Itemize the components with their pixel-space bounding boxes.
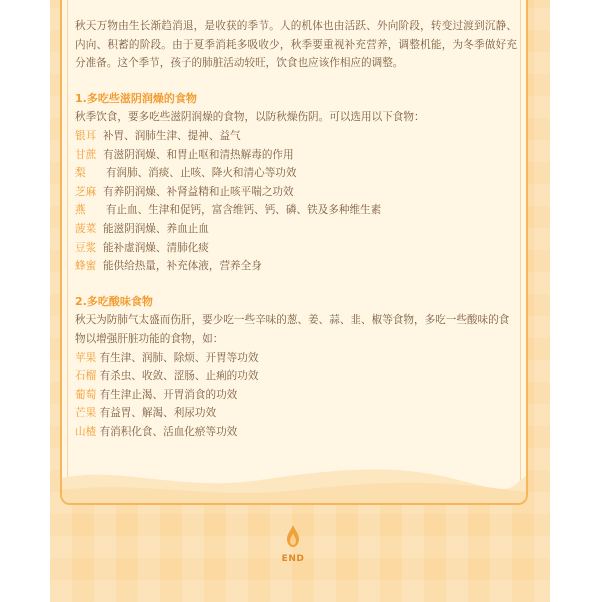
food-benefit: 有生津、润肺、除烦、开胃等功效 bbox=[99, 351, 259, 364]
food-item bbox=[75, 183, 517, 202]
article-card bbox=[60, 0, 528, 505]
article-content bbox=[75, 17, 517, 441]
food-name: 甘蔗 bbox=[75, 148, 97, 161]
food-benefit: 能滋阴润燥、养血止血 bbox=[102, 222, 209, 235]
food-benefit: 有止血、生津和促钙，富含维钙、钙、磷、铁及多种维生素 bbox=[105, 204, 382, 217]
end-marker bbox=[270, 524, 316, 564]
food-benefit: 能补虚润燥、清肺化痰 bbox=[102, 241, 209, 254]
section-2-title: 2.多吃酸味食物 bbox=[75, 294, 153, 308]
food-name: 银耳 bbox=[75, 129, 97, 142]
food-item bbox=[75, 349, 517, 368]
food-name: 石榴 bbox=[75, 370, 97, 383]
food-name: 葡萄 bbox=[75, 388, 97, 401]
food-benefit: 能供给热量，补充体液，营养全身 bbox=[102, 260, 262, 273]
food-item bbox=[75, 220, 517, 239]
food-item bbox=[75, 239, 517, 258]
food-item bbox=[75, 164, 517, 183]
section-1-list bbox=[75, 127, 517, 276]
food-benefit: 有生津止渴、开胃消食的功效 bbox=[99, 388, 238, 401]
food-name: 燕 bbox=[75, 204, 86, 217]
food-item bbox=[75, 146, 517, 165]
food-name: 山楂 bbox=[75, 425, 97, 438]
food-item bbox=[75, 423, 517, 442]
food-benefit: 补胃、润肺生津、提神、益气 bbox=[102, 129, 241, 142]
food-name: 芒果 bbox=[75, 407, 97, 420]
food-benefit: 有杀虫、收敛、涩肠、止痢的功效 bbox=[99, 370, 259, 383]
food-name: 梨 bbox=[75, 167, 86, 180]
food-benefit: 有润肺、消痰、止咳、降火和清心等功效 bbox=[105, 167, 297, 180]
food-name: 芝麻 bbox=[75, 185, 97, 198]
food-name: 豆浆 bbox=[75, 241, 97, 254]
food-item bbox=[75, 386, 517, 405]
food-item bbox=[75, 257, 517, 276]
food-benefit: 有益胃、解渴、利尿功效 bbox=[99, 407, 217, 420]
food-item bbox=[75, 127, 517, 146]
flame-drop-icon bbox=[285, 524, 301, 548]
intro-paragraph: 秋天万物由生长渐趋消退，是收获的季节。人的机体也由活跃、外向阶段，转变过渡到沉静、内向、积蓄的阶段。由于夏季消耗多吸收少，秋季要重视补充营养，调整机能，为冬季做好充分准备。这个季节，孩子的肺脏活动较旺，饮食也应该作相应的调整。 bbox=[75, 20, 517, 70]
food-benefit: 有消积化食、活血化瘀等功效 bbox=[99, 425, 238, 438]
section-1-desc: 秋季饮食，要多吃些滋阴润燥的食物，以防秋燥伤阴。可以选用以下食物： bbox=[75, 111, 425, 124]
section-2-list bbox=[75, 349, 517, 442]
food-item bbox=[75, 404, 517, 423]
food-item bbox=[75, 367, 517, 386]
section-2-desc: 秋天为防肺气太盛而伤肝，要少吃一些辛味的葱、姜、蒜、韭、椒等食物，多吃一些酸味的食物以增强肝脏功能的食物，如： bbox=[75, 314, 510, 345]
food-benefit: 有滋阴润燥、和胃止呕和清热解毒的作用 bbox=[102, 148, 294, 161]
end-label: END bbox=[281, 554, 305, 564]
wave-decoration bbox=[62, 458, 526, 503]
food-name: 菠菜 bbox=[75, 222, 97, 235]
food-item bbox=[75, 201, 517, 220]
section-1-title: 1.多吃些滋阴润燥的食物 bbox=[75, 91, 197, 105]
food-name: 蜂蜜 bbox=[75, 260, 97, 273]
food-benefit: 有养阴润燥、补肾益精和止咳平喘之功效 bbox=[102, 185, 294, 198]
food-name: 苹果 bbox=[75, 351, 97, 364]
